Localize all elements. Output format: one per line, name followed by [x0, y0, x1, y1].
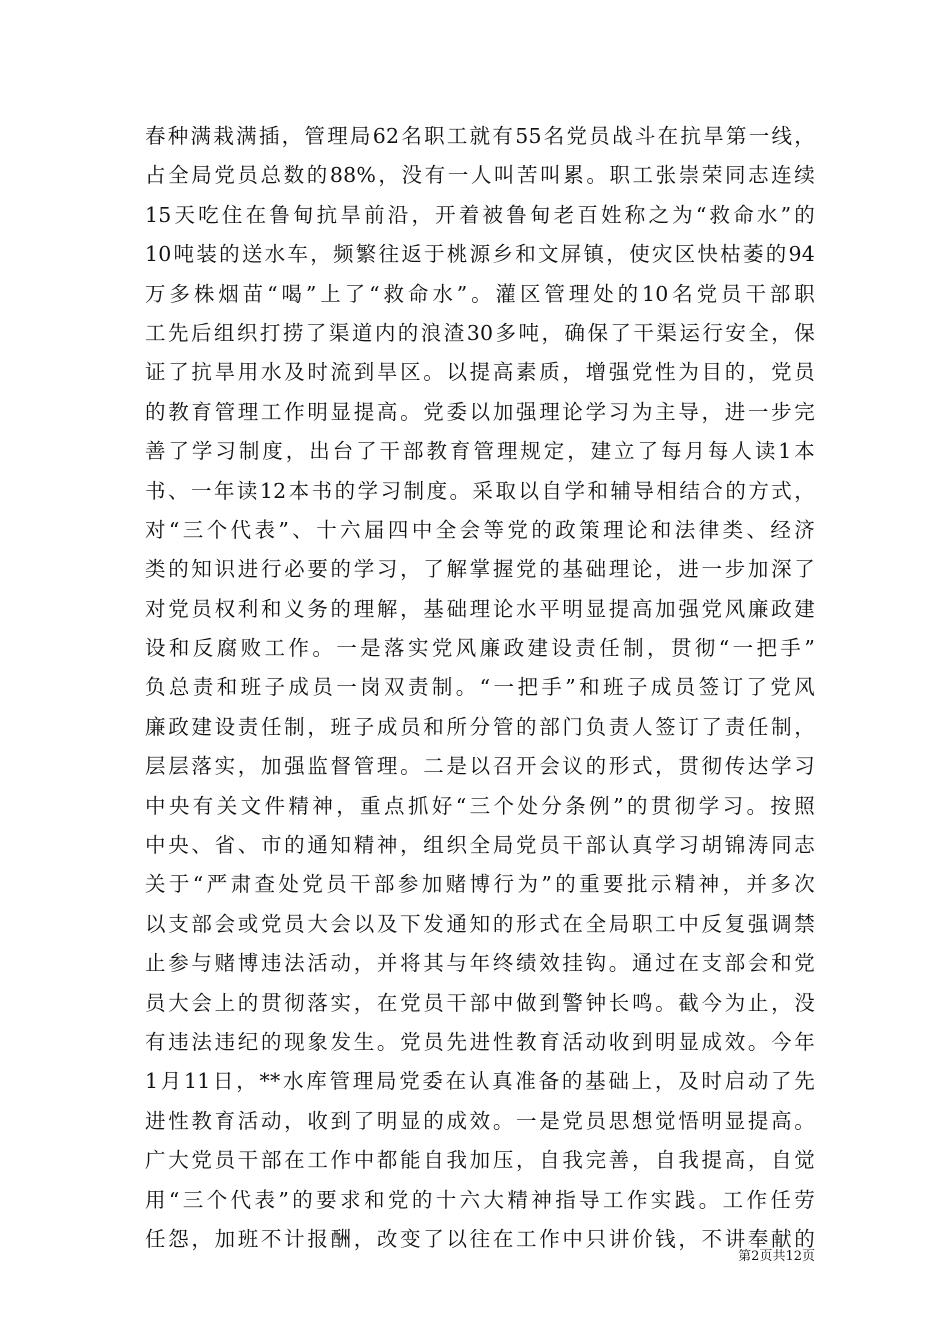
text-line: 用“三个代表”的要求和党的十六大精神指导工作实践。工作任劳: [145, 1187, 815, 1212]
text-line: 类的知识进行必要的学习，了解掌握党的基础理论，进一步加深了: [145, 557, 815, 582]
text-line: 对“三个代表”、十六届四中全会等党的政策理论和法律类、经济: [145, 517, 815, 542]
text-line: 以支部会或党员大会以及下发通知的形式在全局职工中反复强调禁: [145, 911, 815, 936]
text-line: 中央、省、市的通知精神，组织全局党员干部认真学习胡锦涛同志: [145, 833, 815, 858]
body-text: [145, 117, 815, 1259]
text-line: 1月11日，**水库管理局党委在认真准备的基础上，及时启动了先: [145, 1069, 815, 1094]
text-line: 设和反腐败工作。一是落实党风廉政建设责任制，贯彻“一把手”: [145, 636, 815, 661]
text-line: 任怨，加班不计报酬，改变了以往在工作中只讲价钱，不讲奉献的: [145, 1226, 815, 1251]
text-line: 员大会上的贯彻落实，在党员干部中做到警钟长鸣。截今为止，没: [145, 990, 815, 1015]
text-line: 15天吃住在鲁甸抗旱前沿，开着被鲁甸老百姓称之为“救命水”的: [145, 202, 815, 227]
text-line: 工先后组织打捞了渠道内的浪渣30多吨，确保了干渠运行安全，保: [145, 320, 815, 345]
text-line: 证了抗旱用水及时流到旱区。以提高素质，增强党性为目的，党员: [145, 360, 815, 385]
text-line: 书、一年读12本书的学习制度。采取以自学和辅导相结合的方式，: [145, 478, 815, 503]
text-line: 进性教育活动，收到了明显的成效。一是党员思想觉悟明显提高。: [145, 1108, 815, 1133]
text-line: 止参与赌博违法活动，并将其与年终绩效挂钩。通过在支部会和党: [145, 951, 815, 976]
text-line: 占全局党员总数的88%，没有一人叫苦叫累。职工张崇荣同志连续: [145, 163, 815, 188]
text-line: 万多株烟苗“喝”上了“救命水”。灌区管理处的10名党员干部职: [145, 281, 815, 306]
text-line: 关于“严肃查处党员干部参加赌博行为”的重要批示精神，并多次: [145, 872, 815, 897]
text-line: 的教育管理工作明显提高。党委以加强理论学习为主导，进一步完: [145, 399, 815, 424]
text-line: 对党员权利和义务的理解，基础理论水平明显提高加强党风廉政建: [145, 596, 815, 621]
text-line: 10吨装的送水车，频繁往返于桃源乡和文屏镇，使灾区快枯萎的94: [145, 242, 815, 267]
page-number: 第2页共12页: [738, 1249, 815, 1264]
text-line: 春种满栽满插，管理局62名职工就有55名党员战斗在抗旱第一线，: [145, 124, 815, 148]
text-line: 负总责和班子成员一岗双责制。“一把手”和班子成员签订了党风: [145, 675, 815, 700]
text-line: 有违法违纪的现象发生。党员先进性教育活动收到明显成效。今年: [145, 1029, 815, 1054]
text-line: 广大党员干部在工作中都能自我加压，自我完善，自我提高，自觉: [145, 1148, 815, 1173]
text-line: 层层落实，加强监督管理。二是以召开会议的形式，贯彻传达学习: [145, 754, 815, 779]
text-line: 善了学习制度，出台了干部教育管理规定，建立了每月每人读1本: [145, 439, 815, 464]
text-line: 中央有关文件精神，重点抓好“三个处分条例”的贯彻学习。按照: [145, 793, 815, 818]
text-line: 廉政建设责任制，班子成员和所分管的部门负责人签订了责任制，: [145, 714, 815, 739]
